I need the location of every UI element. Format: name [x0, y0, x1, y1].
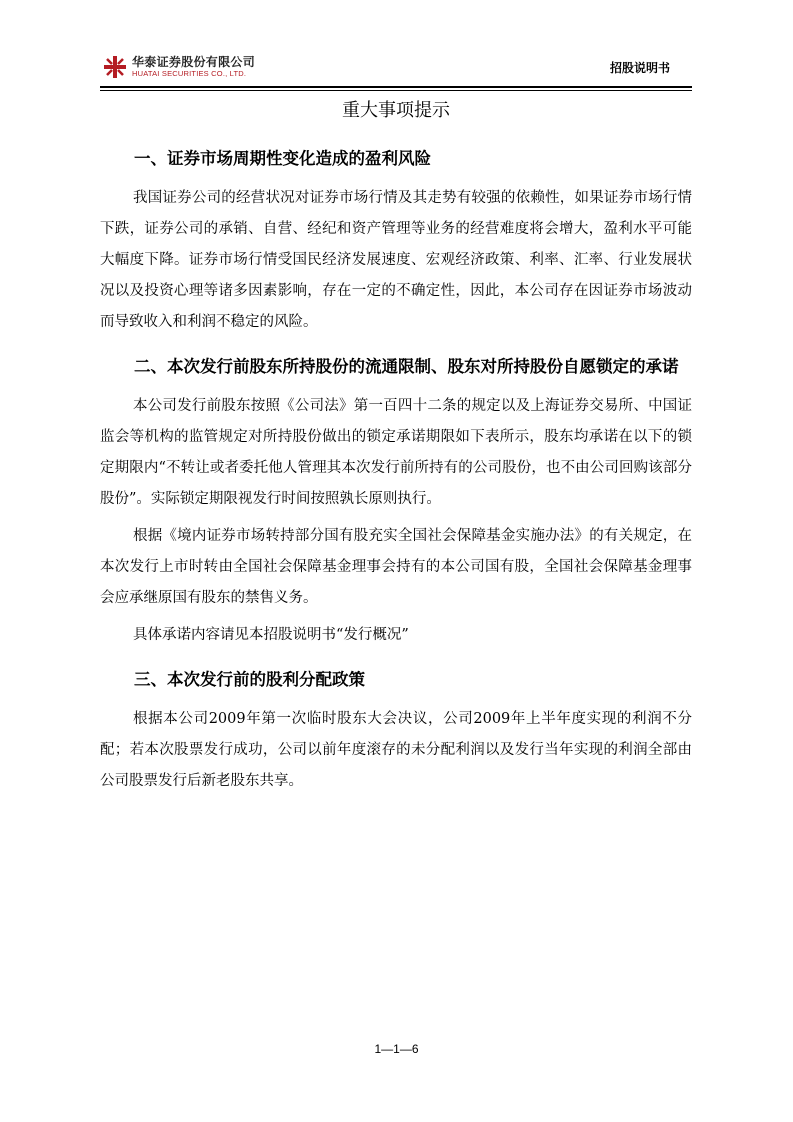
logo-chinese-name: 华泰证券股份有限公司 — [132, 55, 256, 69]
document-type-label: 招股说明书 — [609, 61, 670, 75]
huatai-logo-icon — [102, 54, 128, 80]
page-content — [100, 96, 692, 797]
section-heading-2: 二、本次发行前股东所持股份的流通限制、股东对所持股份自愿锁定的承诺 — [134, 357, 679, 376]
page-title: 重大事项提示 — [342, 100, 450, 121]
section-heading-3: 三、本次发行前的股利分配政策 — [134, 670, 365, 689]
section-3-paragraph: 根据本公司2009年第一次临时股东大会决议，公司2009年上半年度实现的利润不分配；若本次股票发行成功，公司以前年度滚存的未分配利润以及发行当年实现的利润全部由公司股票发行后新老股东共享。 — [100, 711, 692, 789]
section-1-paragraph: 我国证券公司的经营状况对证券市场行情及其走势有较强的依赖性，如果证券市场行情下跌，证券公司的承销、自营、经纪和资产管理等业务的经营难度将会增大，盈利水平可能大幅度下降。证券市场行情受国民经济发展速度、宏观经济政策、利率、汇率、行业发展状况以及投资心理等诸多因素影响，存在一定的不确定性，因此，本公司存在因证券市场波动而导致收入和利润不稳定的风险。 — [100, 190, 692, 330]
page-header — [100, 50, 692, 90]
header-rule-thick — [100, 86, 692, 88]
header-rule-thin — [100, 90, 692, 91]
section-2-paragraph-3: 具体承诺内容请见本招股说明书“发行概况” — [133, 627, 409, 643]
logo-english-name: HUATAI SECURITIES CO., LTD. — [132, 69, 247, 78]
section-heading-1: 一、证券市场周期性变化造成的盈利风险 — [134, 149, 431, 168]
section-2-paragraph-2: 根据《境内证券市场转持部分国有股充实全国社会保障基金实施办法》的有关规定，在本次发行上市时转由全国社会保障基金理事会持有的本公司国有股，全国社会保障基金理事会应承继原国有股东的禁售义务。 — [100, 528, 692, 606]
company-logo — [102, 53, 262, 83]
page-number: 1—1—6 — [374, 1042, 419, 1056]
section-2-paragraph-1: 本公司发行前股东按照《公司法》第一百四十二条的规定以及上海证券交易所、中国证监会等机构的监管规定对所持股份做出的锁定承诺期限如下表所示，股东均承诺在以下的锁定期限内“不转让或者委托他人管理其本次发行前所持有的公司股份，也不由公司回购该部分股份”。实际锁定期限视发行时间按照孰长原则执行。 — [100, 398, 692, 507]
